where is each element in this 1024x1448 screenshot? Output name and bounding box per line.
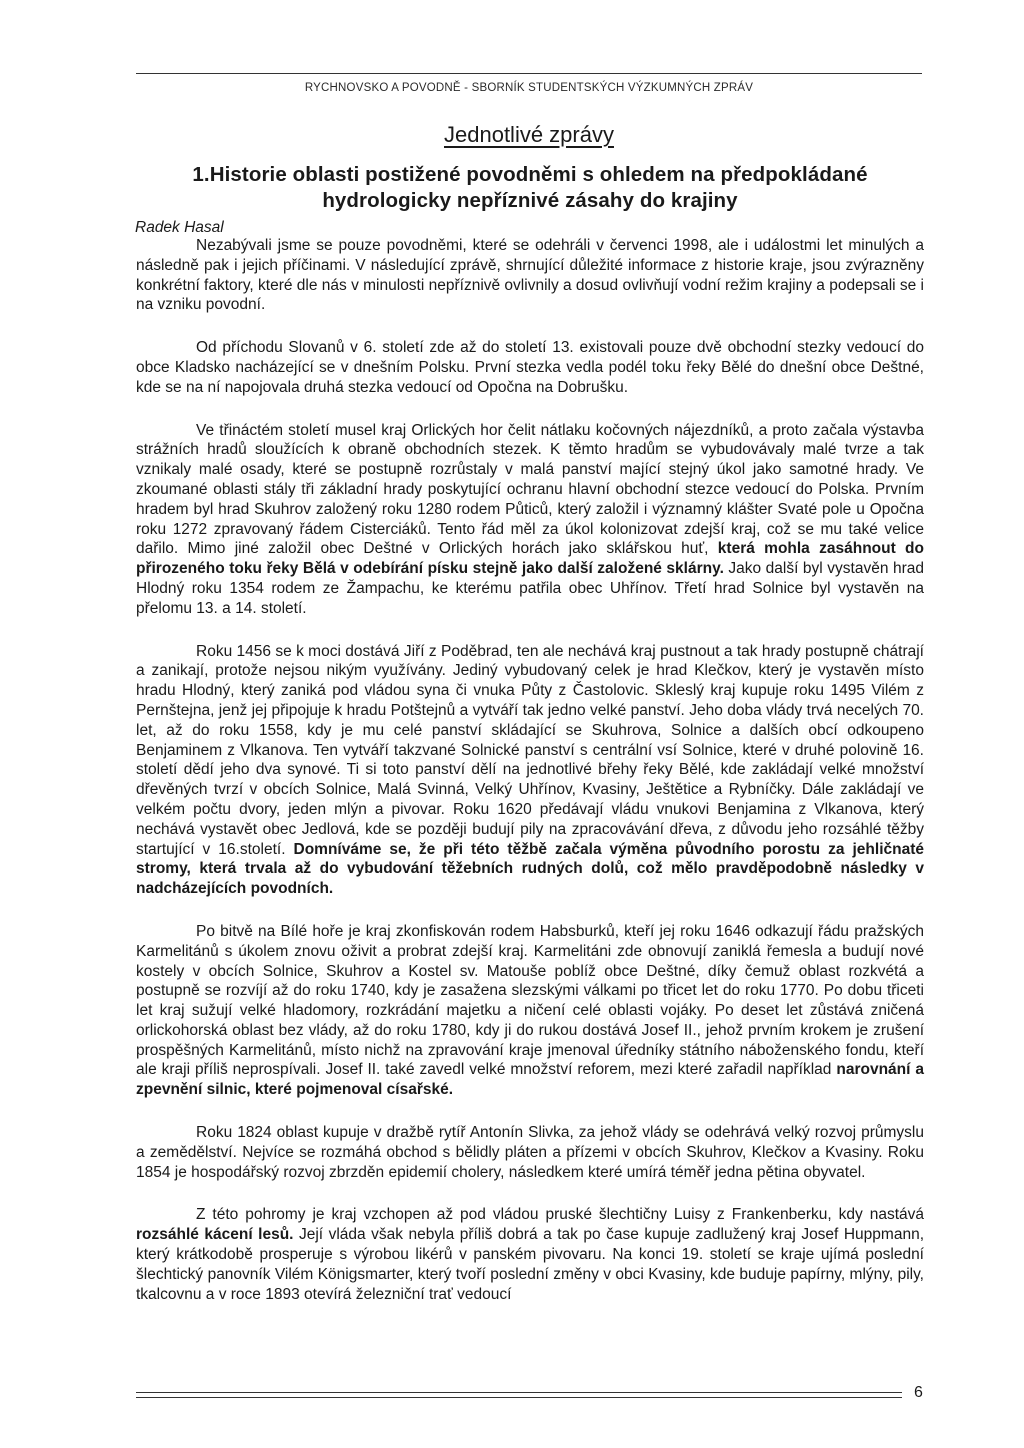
paragraph-habsburg [136, 922, 924, 1100]
paragraph-podebrady [136, 642, 924, 899]
article-body [136, 236, 924, 1321]
paragraph-slivka [136, 1123, 924, 1182]
author-name: Radek Hasal [135, 219, 224, 236]
highlighted-factor: rozsáhlé kácení lesů. [136, 1226, 294, 1244]
paragraph-slavs [136, 338, 924, 397]
highlighted-factor: která mohla zasáhnout do přirozeného toku řeky Bělá v odebírání písku stejně jako další založené sklárny. [136, 540, 924, 578]
paragraph-frankenberk [136, 1205, 924, 1304]
header-rule [136, 73, 922, 74]
paragraph-text: Jako další byl vystavěn hrad Hlodný roku 1354 rodem ze Žampachu, ke kterému patřila obec Uhřínov. Třetí hrad Solnice byl vystavěn na přelomu 13. a 14. století. [136, 560, 924, 617]
paragraph-text: Roku 1824 oblast kupuje v dražbě rytíř Antonín Slivka, za jehož vlády se odehrává velký rozvoj průmyslu a zemědělství. Nejvíce se rozmáhá obchod s bělidly pláten a přízemi v obcích Skuhrov, Klečkov a Kvasiny. Roku 1854 je hospodářský rozvoj zbrzděn epidemií cholery, následkem které umírá téměř jedna pětina obyvatel. [136, 1124, 924, 1181]
paragraph-intro [136, 236, 924, 315]
article-title: 1.Historie oblasti postižené povodněmi s ohledem na předpokládané hydrologicky nepříznivé zásahy do krajiny [192, 163, 868, 212]
running-head: RYCHNOVSKO A POVODNĚ - SBORNÍK STUDENTSKÝCH VÝZKUMNÝCH ZPRÁV [304, 82, 754, 94]
paragraph-text: Po bitvě na Bílé hoře je kraj zkonfiskován rodem Habsburků, kteří jej roku 1646 odkazují řádu pražských Karmelitánů s úkolem znovu oživit a probrat zdejší kraj. Karmelitáni zde obnovují zaniklá řemesla a budují nové kostely v obcích Solnice, Skuhrov a Kostel sv. Matouše poblíž obce Deštné, díky čemuž oblast rozkvétá a postupně se rozvíjí až do roku 1740, kdy je zasažena slezskými válkami po třicet let do roku 1770. Po dobu třiceti let kraj sužují velké hladomory, rozkrádání majetku a ničení celé oblasti vojáky. Po deset let zůstává zničená orlickohorská oblast bez vlády, až do roku 1780, kdy ji do rukou dostává Josef II., jehož prvním krokem je zrušení prospěšných Karmelitánů, místo nichž na zpravování kraje jmenoval úředníky státního náboženského fondu, kteří ale kraji příliš neprospívali. Josef II. také zavedl velké množství reforem, mezi které zařadil například [136, 922, 924, 1079]
paragraph-text: Z této pohromy je kraj vzchopen až pod vládou pruské šlechtičny Luisy z Frankenberku, kdy nastává [196, 1206, 924, 1224]
footer-rule [136, 1397, 902, 1398]
footer-rule [136, 1392, 902, 1393]
paragraph-text: Nezabývali jsme se pouze povodněmi, které se odehráli v červenci 1998, ale i událostmi let minulých a následně pak i jejich příčinami. V následující zprávě, shrnující důležité informace z historie kraje, jsou zvýrazněny konkrétní faktory, které dle nás v minulosti nepříznivě ovlivnily a dosud ovlivňují vodní režim krajiny a podepsali se i na vzniku povodní. [136, 237, 925, 314]
highlighted-factor: narovnání a zpevnění silnic, které pojmenoval císařské. [136, 1061, 924, 1099]
paragraph-text: Roku 1456 se k moci dostává Jiří z Poděbrad, ten ale nechává kraj pustnout a tak hrady postupně chátrají a zanikají, protože nejsou nikým využívány. Jediný vybudovaný celek je hrad Klečkov, který je vystavěn místo hradu Hlodný, který zaniká pod vládou syna či vnuka Půty z Častolovic. Skleslý kraj kupuje roku 1495 Vilém z Pernštejna, jenž jej připojuje k hradu Potštejnů a vytváří tak jedno velké panství. Jeho doba vlády trvá necelých 70. let, až do roku 1558, kdy je mu celé panství skládající se Skuhrova, Solnice a dalších obcí odkoupeno Benjaminem z Vlkanova. Ten vytváří takzvané Solnické panství s centrální vsí Solnice, které v druhé polovině 16. století dědí jeho dva synové. Ti si toto panství dělí na jednotlivé břehy řeky Bělé, kde zakládají velké množství dřevěných tvrzí v obcích Solnice, Malá Svinná, Velký Uhřínov, Kvasiny, Ještětice a Rybníčky. Dále zakládají ve velkém počtu dvory, jeden mlýn a pivovar. Roku 1620 předávají vládu vnukovi Benjamina z Vlkanova, který nechává vystavět obec Jedlová, kde se později budují pily na zpracovávání dřeva, z důvodu jeho rozsáhlé těžby startující v 16.století. [136, 642, 924, 858]
paragraph-text: Její vláda však nebyla příliš dobrá a tak po čase kupuje zadlužený kraj Josef Huppmann, který krátkodobě prosperuje s výrobou likérů v panském pivovaru. Na konci 19. století se kraje ujímá poslední šlechtický panovník Vilém Königsmarter, který tvoří poslední změny v obci Kvasiny, kde buduje papírny, mlýny, pily, tkalcovnu a v roce 1893 otevírá železniční trať vedoucí [136, 1226, 924, 1303]
section-title: Jednotlivé zprávy [444, 122, 614, 147]
highlighted-factor: Domníváme se, že při této těžbě začala výměna původního porostu za jehličnaté stromy, která trvala až do vybudování těžebních rudných dolů, což mělo pravděpodobně následky v nadcházejících povodních. [136, 840, 924, 898]
page-number: 6 [914, 1384, 923, 1401]
paragraph-text: Ve třináctém století musel kraj Orlických hor čelit nátlaku kočovných nájezdníků, a proto začala výstavba strážních hradů sloužících k obraně obchodních stezek. K těmto hradům se vybudovávaly malé tvrze a tak vznikaly malé osady, které se postupně rozrůstaly v malá panství mající stejný úkol jako samotné hrady. Ve zkoumané oblasti stály tři základní hrady poskytující ochranu hlavní obchodní stezce vedoucí do Polska. Prvním hradem byl hrad Skuhrov založený roku 1280 rodem Půticů, který založil i významný klášter Svaté pole u Opočna roku 1272 zpravovaný řádem Cisterciáků. Tento řád měl za úkol kolonizovat zdejší kraj, což se mu také velice dařilo. Mimo jiné založil obec Deštné v Orlických horách jako sklářskou huť, [136, 421, 924, 558]
paragraph-castles [136, 421, 924, 619]
paragraph-text: Od příchodu Slovanů v 6. století zde až do století 13. existovali pouze dvě obchodní stezky vedoucí do obce Kladsko nacházející se v dnešním Polsku. První stezka vedla podél toku řeky Bělé do dnešní obce Deštné, kde se na ní napojovala druhá stezka vedoucí od Opočna na Dobrušku. [136, 339, 924, 396]
